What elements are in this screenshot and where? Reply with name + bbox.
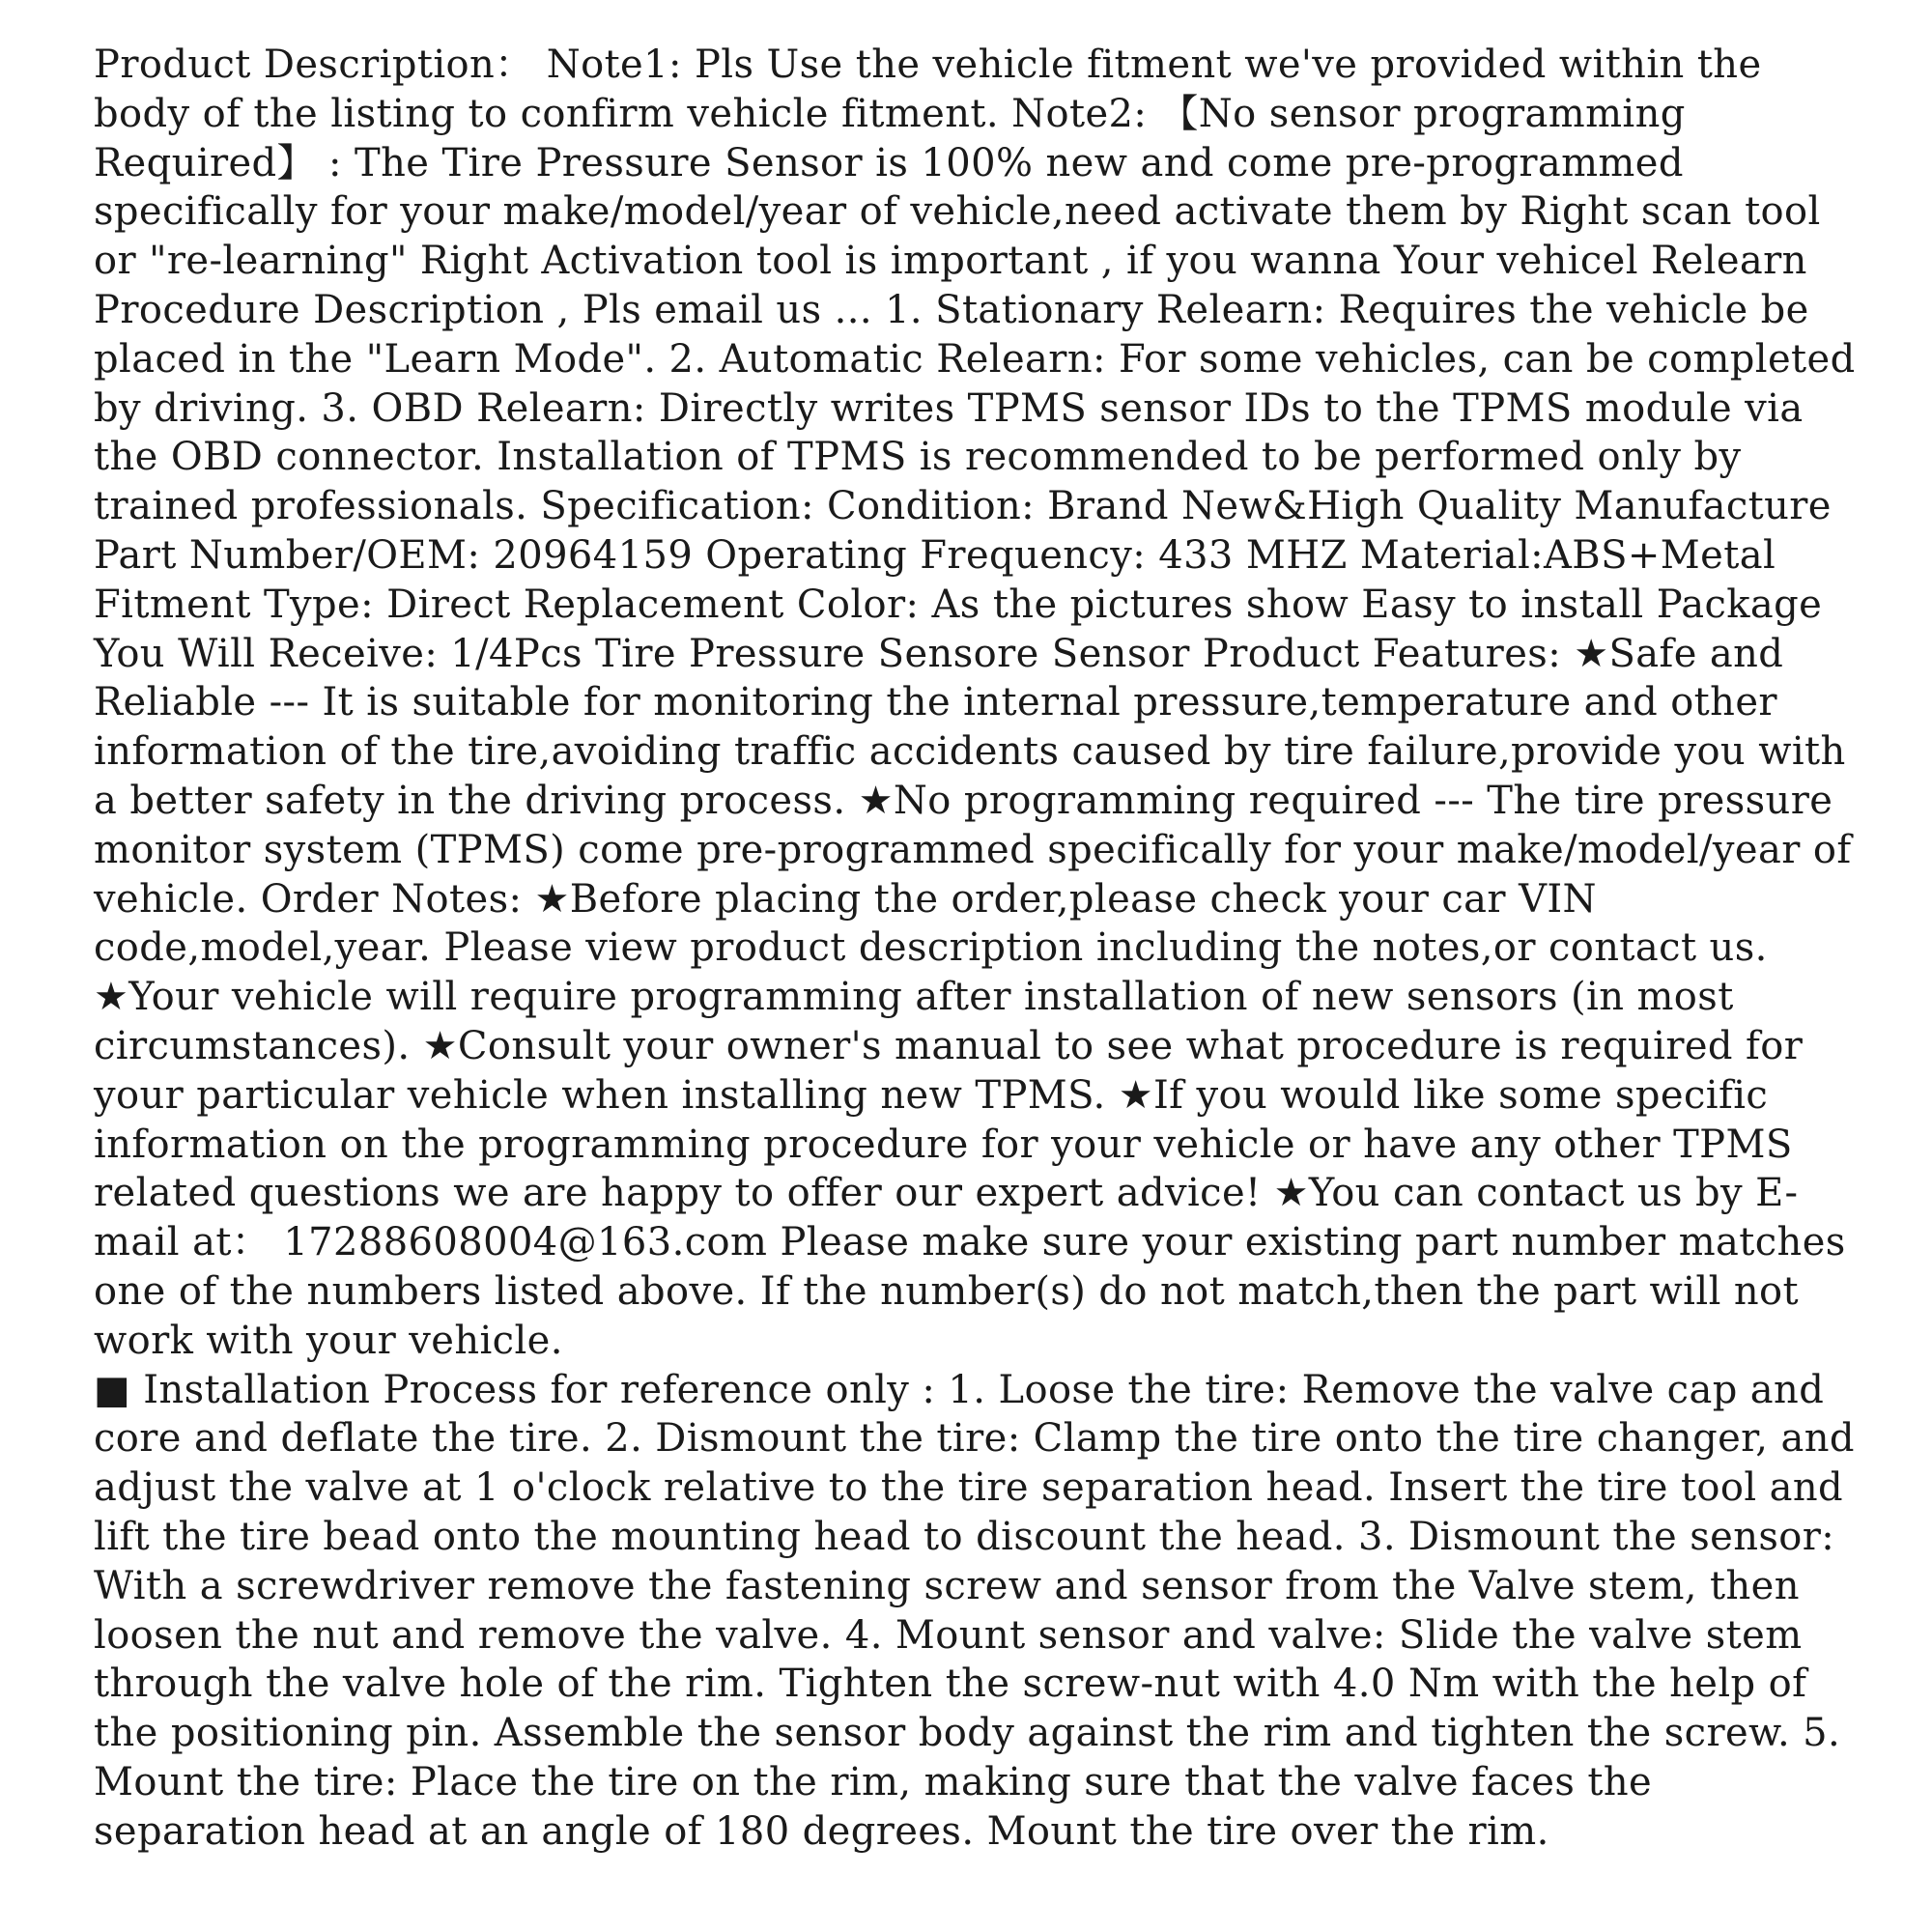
product-description-document: [94, 41, 1861, 1856]
product-description-paragraph: Product Description： Note1: Pls Use the vehicle fitment we've provided within the body of the listing to confirm vehicle fitment. Note2: 【No sensor programming Required】 : The Tire Pressure Sensor is 100% new and come pre-programmed specifically for your make/model/year of vehicle,need activate them by Right scan tool or "re-learning" Right Activation tool is important , if you wanna Your vehicel Relearn Procedure Description , Pls email us ... 1. Stationary Relearn: Requires the vehicle be placed in the "Learn Mode". 2. Automatic Relearn: For some vehicles, can be completed by driving. 3. OBD Relearn: Directly writes TPMS sensor IDs to the TPMS module via the OBD connector. Installation of TPMS is recommended to be performed only by trained professionals. Specification: Condition: Brand New&High Quality Manufacture Part Number/OEM: 20964159 Operating Frequency: 433 MHZ Material:ABS+Metal Fitment Type: Direct Replacement Color: As the pictures show Easy to install Package You Will Receive: 1/4Pcs Tire Pressure Sensore Sensor Product Features: ★Safe and Reliable --- It is suitable for monitoring the internal pressure,temperature and other information of the tire,avoiding traffic accidents caused by tire failure,provide you with a better safety in the driving process. ★No programming required --- The tire pressure monitor system (TPMS) come pre-programmed specifically for your make/model/year of vehicle. Order Notes: ★Before placing the order,please check your car VIN code,model,year. Please view product description including the notes,or contact us. ★Your vehicle will require programming after installation of new sensors (in most circumstances). ★Consult your owner's manual to see what procedure is required for your particular vehicle when installing new TPMS. ★If you would like some specific information on the programming procedure for your vehicle or have any other TPMS related questions we are happy to offer our expert advice! ★You can contact us by E-mail at： 17288608004@163.com Please make sure your existing part number matches one of the numbers listed above. If the number(s) do not match,then the part will not work with your vehicle.: [94, 43, 1856, 1363]
installation-process-paragraph: ■ Installation Process for reference only : 1. Loose the tire: Remove the valve cap and core and deflate the tire. 2. Dismount the tire: Clamp the tire onto the tire changer, and adjust the valve at 1 o'clock relative to the tire separation head. Insert the tire tool and lift the tire bead onto the mounting head to discount the head. 3. Dismount the sensor: With a screwdriver remove the fastening screw and sensor from the Valve stem, then loosen the nut and remove the valve. 4. Mount sensor and valve: Slide the valve stem through the valve hole of the rim. Tighten the screw-nut with 4.0 Nm with the help of the positioning pin. Assemble the sensor body against the rim and tighten the screw. 5. Mount the tire: Place the tire on the rim, making sure that the valve faces the separation head at an angle of 180 degrees. Mount the tire over the rim.: [94, 1367, 1855, 1854]
